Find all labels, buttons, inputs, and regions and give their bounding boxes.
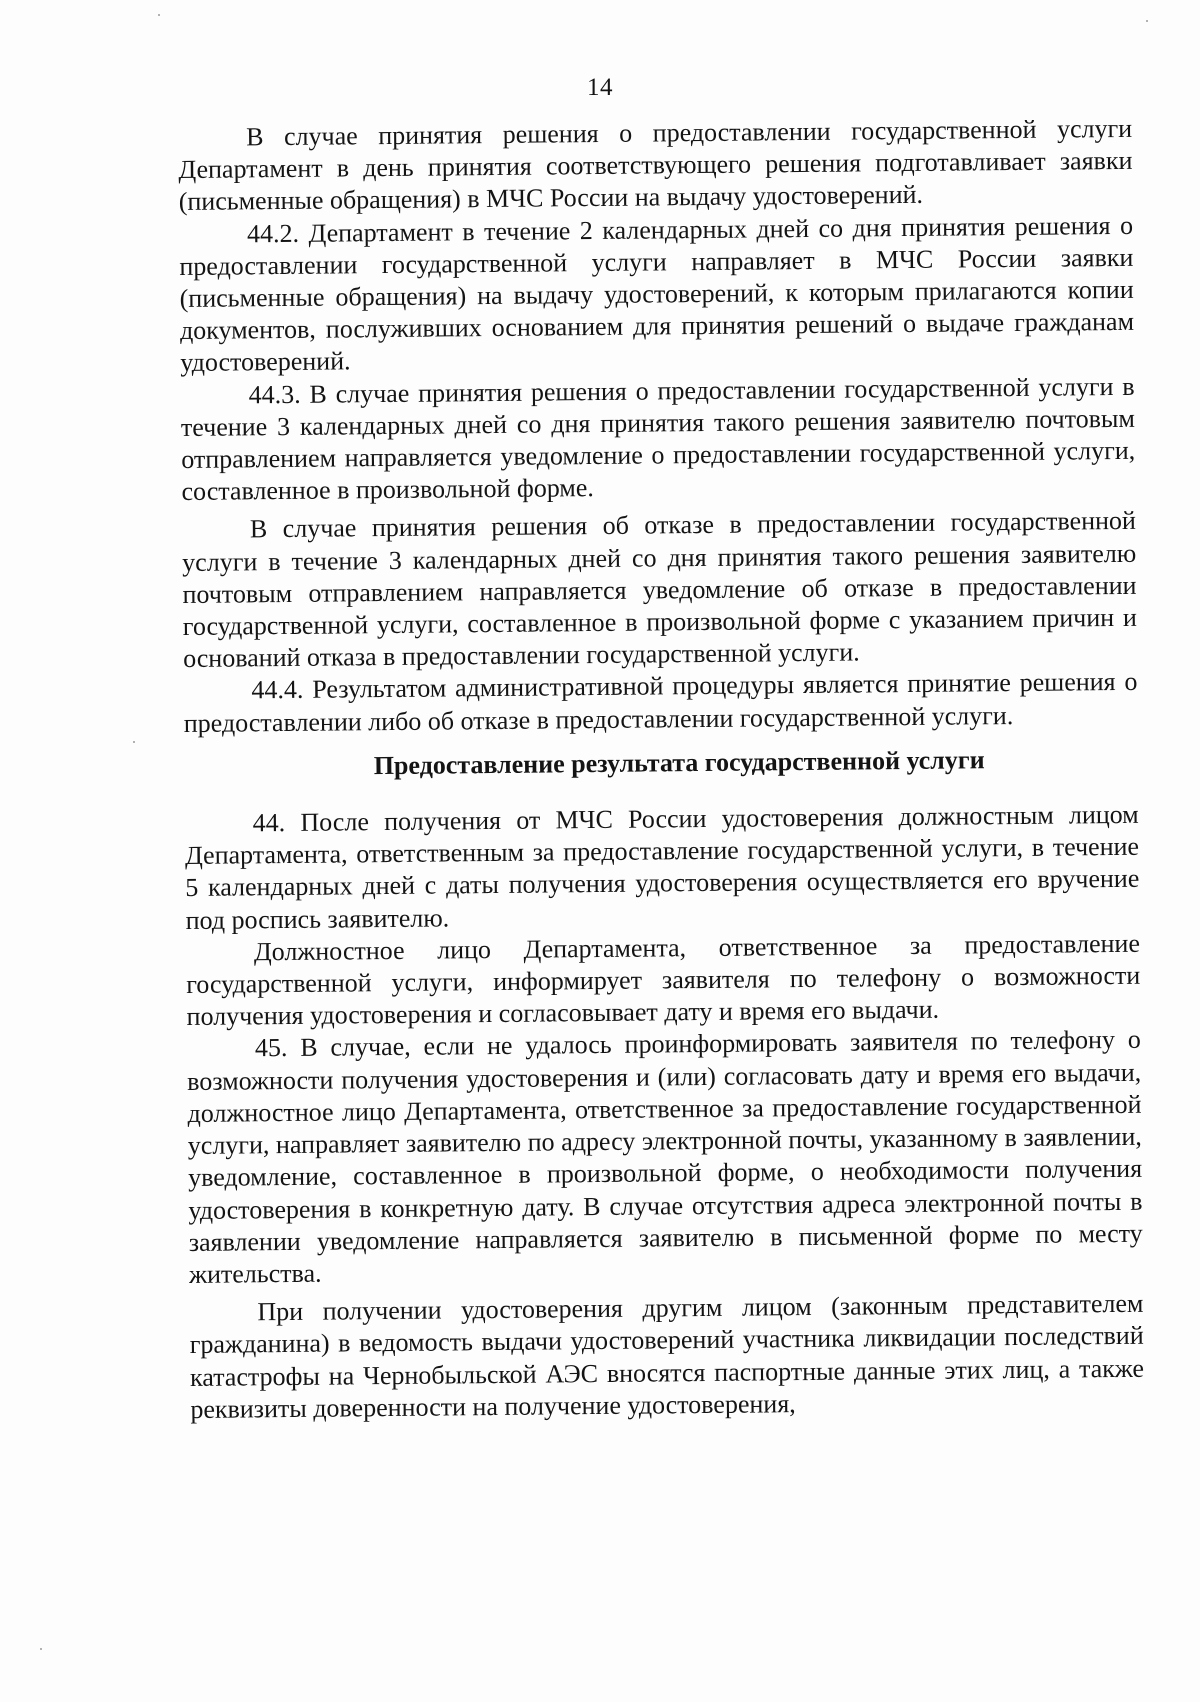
paragraph-45: 45. В случае, если не удалось проинформировать заявителя по телефону о возможности получения удостоверения и (или) согласовать дату и время его выдачи, должностное лицо Департамента, ответственное за предоставление государственной услуги, направляет заявителю по адресу электронной почты, указанному в заявлении, уведомление, составленное в произвольной форме, о необходимости получения удостоверения в конкретную дату. В случае отсутствия адреса электронной почты в заявлении уведомление направляется заявителю в письменной форме по месту жительства. bbox=[187, 1025, 1143, 1289]
scan-speck bbox=[133, 741, 135, 743]
document-body bbox=[178, 113, 1144, 1426]
scan-speck bbox=[1146, 20, 1148, 22]
page-number: 14 bbox=[587, 74, 613, 101]
scan-speck bbox=[40, 1648, 42, 1650]
paragraph-official-informs: Должностное лицо Департамента, ответственное за предоставление государственной услуги, информирует заявителя по телефону о возможности получения удостоверения и согласовывает дату и время его выдачи. bbox=[186, 928, 1141, 1032]
section-heading: Предоставление результата государственной услуги bbox=[373, 745, 985, 781]
paragraph-decision-applications: В случае принятия решения о предоставлении государственной услуги Департамент в день принятия соответствующего решения подготавливает заявки (письменные обращения) в МЧС России на выдачу удостоверений. bbox=[178, 113, 1133, 217]
paragraph-refusal-notice: В случае принятия решения об отказе в предоставлении государственной услуги в течение 3 календарных дней со дня принятия такого решения заявителю почтовым отправлением направляется уведомление об отказе в предоставлении государственной услуги, составленное в произвольной форме с указанием причин и оснований отказа в предоставлении государственной услуги. bbox=[182, 506, 1137, 674]
paragraph-representative: При получении удостоверения другим лицом (законным представителем гражданина) в ведомость выдачи удостоверений участника ликвидации последствий катастрофы на Чернобыльской АЭС вносятся паспортные данные этих лиц, а также реквизиты доверенности на получение удостоверения, bbox=[189, 1288, 1145, 1424]
paragraph-44-delivery: 44. После получения от МЧС России удостоверения должностным лицом Департамента, ответственным за предоставление государственной услуги, в течение 5 календарных дней с даты получения удостоверения осуществляется его вручение под роспись заявителю. bbox=[184, 799, 1140, 935]
paragraph-44-2: 44.2. Департамент в течение 2 календарных дней со дня принятия решения о предоставлении государственной услуги направляет в МЧС России заявки (письменные обращения) на выдачу удостоверений, к которым прилагаются копии документов, послуживших основанием для принятия решений о выдаче гражданам удостоверений. bbox=[179, 210, 1135, 378]
paragraph-44-3: 44.3. В случае принятия решения о предоставлении государственной услуги в течение 3 календарных дней со дня принятия такого решения заявителю почтовым отправлением направляется уведомление о предоставлении государственной услуги, составленное в произвольной форме. bbox=[180, 371, 1136, 507]
scan-speck bbox=[158, 14, 160, 16]
paragraph-44-4: 44.4. Результатом административной процедуры является принятие решения о предоставлении либо об отказе в предоставлении государственной услуги. bbox=[183, 667, 1138, 738]
